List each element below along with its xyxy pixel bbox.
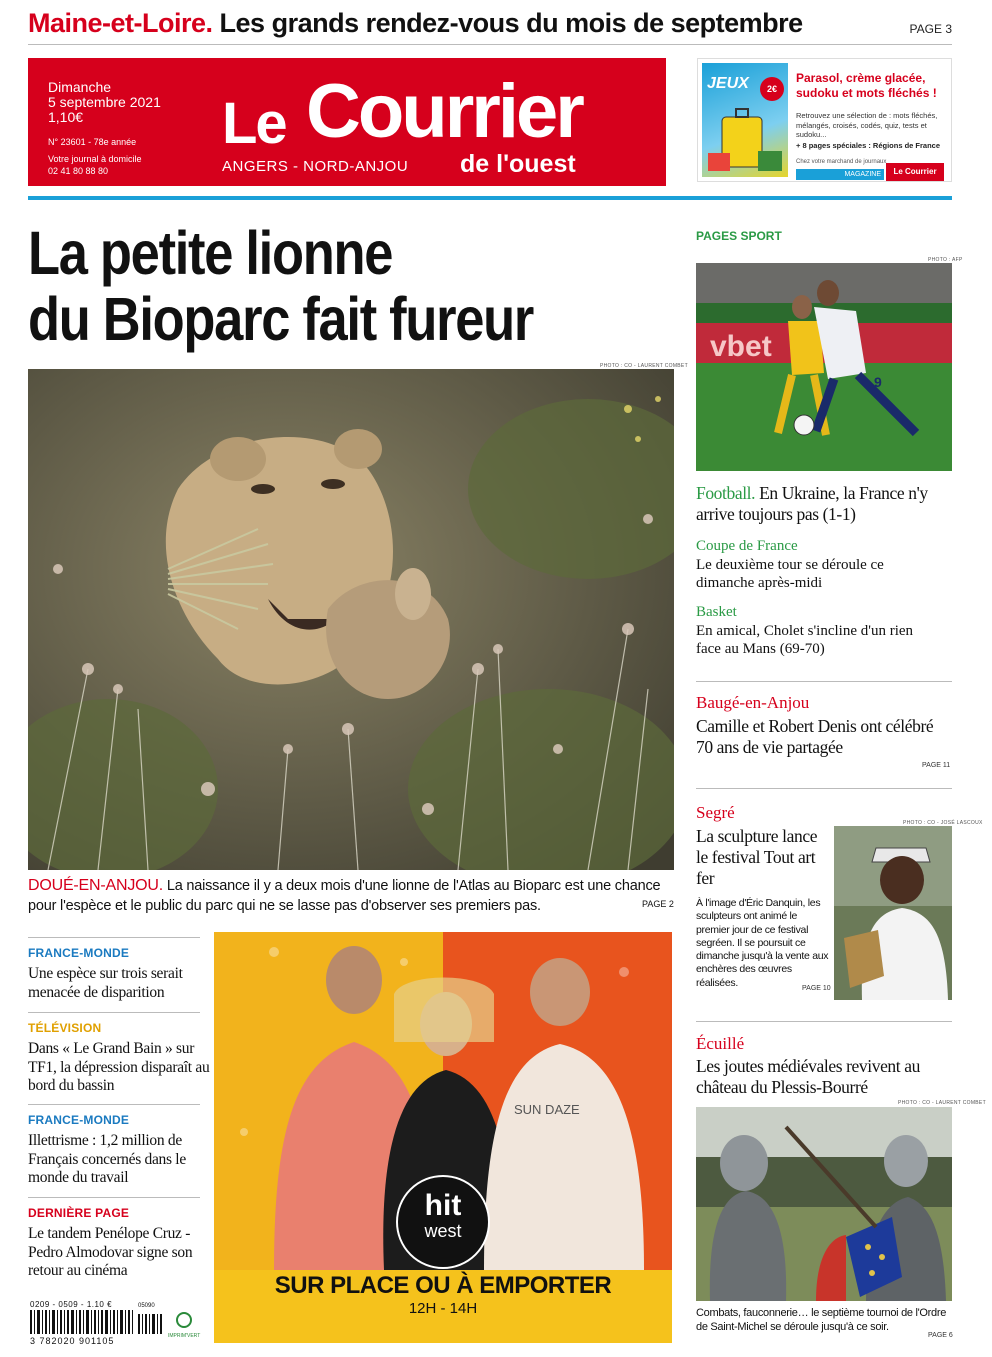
barcode-label: 0209 - 0509 - 1.10 € [30,1300,113,1309]
sport-kicker: Football. [696,483,756,503]
logo-ouest: de l'ouest [460,150,576,178]
hitwest-logo-west: west [424,1221,462,1241]
hitwest-logo [396,1175,490,1269]
ad-hours: 12H - 14H [408,1300,478,1317]
suitcase-icon [702,63,788,177]
sport-story-football[interactable] [696,483,952,525]
lead-headline-line1: La petite lionne [28,219,393,287]
issue-price: 1,10€ [48,109,84,125]
top-teaser[interactable] [28,8,803,39]
lion-photo[interactable] [28,369,674,870]
brief-divider [28,1197,200,1198]
brief-kicker: FRANCE-MONDE [28,946,130,960]
brief-divider [28,1012,200,1013]
ecuille-caption: Combats, fauconnerie… le septième tournoi de l'Ordre de Saint-Michel se déroule jusqu'à ce soir. [696,1307,947,1333]
brief-divider [28,937,200,938]
segre-kicker: Segré [696,803,735,822]
hitwest-logo-hit: hit [424,1189,462,1222]
football-image [696,263,952,471]
sport-kicker: Basket [696,604,737,620]
sport-title[interactable]: Le deuxième tour se déroule ce dimanche après-midi [696,557,884,591]
bauge-page-ref: PAGE 11 [922,762,951,769]
ad-slogan: SUR PLACE OU À EMPORTER [274,1272,612,1299]
magazine-promo[interactable] [697,58,952,182]
lead-caption [28,876,680,916]
ecuille-photo-credit: PHOTO : CO - LAURENT COMBET [898,1100,986,1106]
brief-kicker: DERNIÈRE PAGE [28,1206,130,1220]
logo-courrier: Courrier [306,69,582,154]
edition-name: ANGERS - NORD-ANJOU [222,158,409,175]
issue-day: Dimanche [48,79,112,95]
masthead [28,58,666,186]
lead-caption-text: La naissance il y a deux mois d'une lionne de l'Atlas au Bioparc est une chance pour l'espèce et le public du parc qui ne se lasse pas d'observer ses premiers pas. [28,878,661,914]
right-divider [696,788,952,789]
magazine-cover-image [702,63,788,177]
brief-title[interactable]: Dans « Le Grand Bain » sur TF1, la dépression disparaît au bord du bassin [28,1040,210,1094]
lead-photo-credit: PHOTO : CO - LAURENT COMBET [600,363,688,369]
top-teaser-region: Maine-et-Loire. [28,8,213,38]
logo-le: Le [222,91,286,156]
shirt-number: 9 [874,374,882,390]
issue-number: N° 23601 - 78e année [48,137,137,147]
shirt-print: SUN DAZE [514,1102,580,1117]
promo-logo: Le Courrier [886,163,944,181]
right-divider [696,1021,952,1022]
ecuille-page-ref: PAGE 6 [928,1332,953,1339]
promo-bullet: + 8 pages spéciales : Régions de France [796,141,941,150]
joust-photo[interactable] [696,1107,952,1301]
bauge-kicker: Baugé-en-Anjou [696,693,810,712]
delivery-phone: 02 41 80 88 80 [48,166,109,176]
promo-headline: Parasol, crème glacée, sudoku et mots fléchés ! [796,71,937,100]
bauge-title[interactable]: Camille et Robert Denis ont célébré 70 ans de vie partagée [696,716,934,757]
issue-info [48,80,161,125]
sport-section-label[interactable]: PAGES SPORT [696,229,782,243]
football-photo[interactable] [696,263,952,471]
brief-kicker: TÉLÉVISION [28,1021,102,1035]
masthead-divider [28,196,952,200]
issue-meta [48,136,142,177]
sport-title[interactable]: En amical, Cholet s'incline d'un rien face au Mans (69-70) [696,623,914,657]
sport-kicker: Coupe de France [696,538,798,554]
lead-headline-line2: du Bioparc fait fureur [28,285,534,353]
brief-title[interactable]: Le tandem Penélope Cruz -Pedro Almodovar signe son retour au cinéma [28,1225,193,1279]
delivery-label: Votre journal à domicile [48,154,142,164]
issue-date: 5 septembre 2021 [48,94,161,110]
magazine-cover-title: JEUX [707,75,749,92]
top-teaser-title: Les grands rendez-vous du mois de septembre [219,8,803,38]
segre-page-ref: PAGE 10 [802,985,831,992]
brief-title[interactable]: Une espèce sur trois serait menacée de disparition [28,965,183,1001]
imprimvert-icon [176,1312,192,1328]
sport-photo-credit: PHOTO : AFP [928,257,963,263]
sculptor-image [834,826,952,1000]
segre-body: À l'image d'Éric Danquin, les sculpteurs ont animé le premier jour de ce festival segréen. Il se poursuit ce dimanche jusqu'à la vente aux enchères des œuvres réalisées. [696,897,829,989]
top-divider [28,44,952,45]
segre-title[interactable]: La sculpture lance le festival Tout art fer [696,826,818,888]
promo-note: Chez votre marchand de journaux [796,159,887,165]
printer-label: IMPRIM'VERT [168,1333,201,1339]
promo-body: Retrouvez une sélection de : mots fléchés, mélangés, croisés, codés, quiz, tests et sudoku... [796,111,938,139]
lead-caption-city: DOUÉ-EN-ANJOU. [28,877,163,894]
stadium-ad-text: vbet [710,330,772,363]
joust-image [696,1107,952,1301]
promo-magazine-label: MAGAZINE [796,169,884,180]
hitwest-ad[interactable] [214,932,672,1343]
ecuille-title[interactable]: Les joutes médiévales revivent au château du Plessis-Bourré [696,1056,920,1097]
lead-page-ref: PAGE 2 [642,899,674,909]
right-divider [696,681,952,682]
ecuille-kicker: Écuillé [696,1034,745,1053]
brief-kicker: FRANCE-MONDE [28,1113,130,1127]
sculptor-photo[interactable] [834,826,952,1000]
segre-photo-credit: PHOTO : CO - JOSÉ LASCOUX [903,820,983,826]
sport-title: En Ukraine, la France n'y arrive toujours pas (1-1) [696,483,928,524]
barcode-side: 05090 [138,1303,155,1309]
lioness-image [28,369,674,870]
brief-title[interactable]: Illettrisme : 1,2 million de Français concernés dans le monde du travail [28,1132,186,1186]
magazine-price-badge: 2€ [760,77,784,101]
lead-headline[interactable] [28,220,578,352]
brief-divider [28,1104,200,1105]
barcode-number: 3 782020 901105 [30,1336,115,1346]
top-teaser-page: PAGE 3 [909,22,952,36]
